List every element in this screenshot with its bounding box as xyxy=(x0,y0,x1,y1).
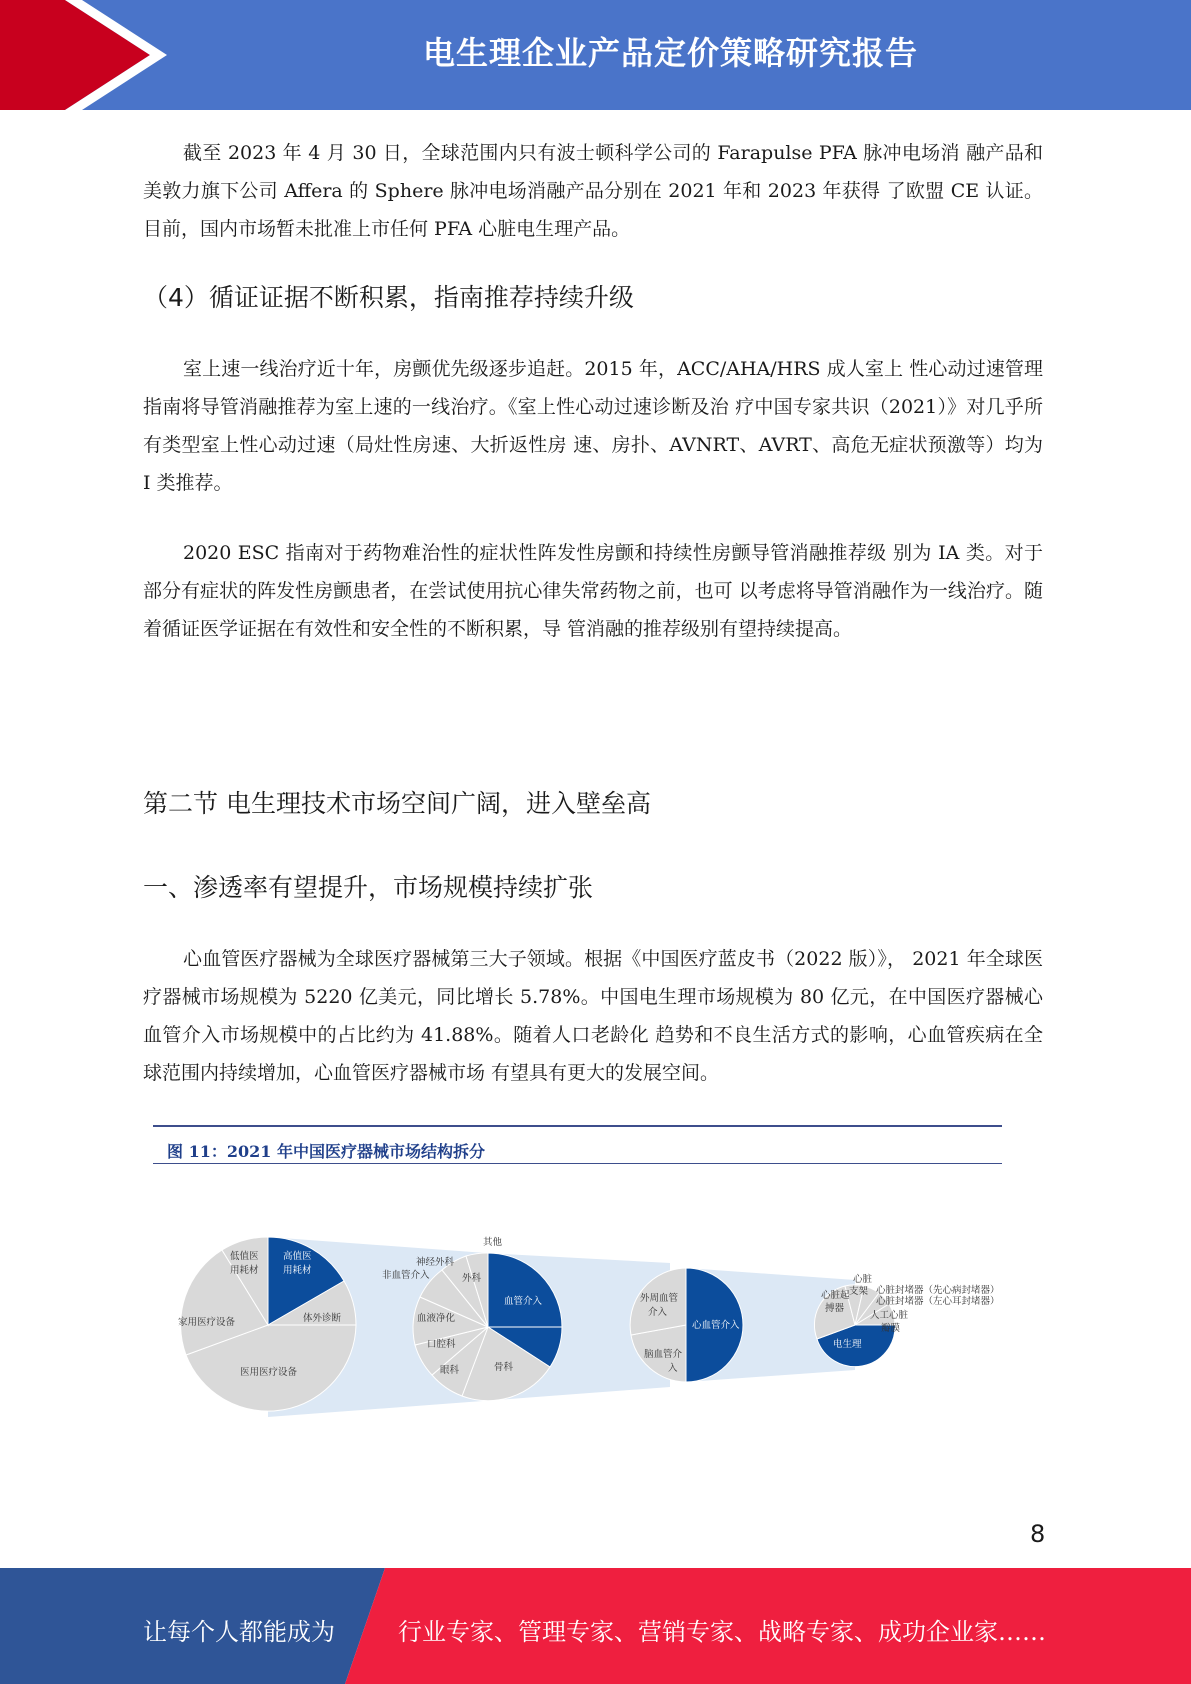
pie4-label-ep: 电生理 xyxy=(833,1339,862,1350)
pie1-label-ivd: 体外诊断 xyxy=(303,1313,342,1324)
pie2-label-eye: 眼科 xyxy=(440,1365,460,1376)
pie4-label-occluder-2: 心脏封堵器（左心耳封堵器） xyxy=(876,1296,1000,1307)
pie1-label-home: 家用医疗设备 xyxy=(178,1317,236,1328)
pie4-label-pacemaker-1: 心脏起 xyxy=(821,1290,850,1301)
page-number: 8 xyxy=(1030,1520,1046,1548)
pie4-label-valve-2: 瓣膜 xyxy=(881,1323,901,1334)
paragraph-pfa-certification: 截至 2023 年 4 月 30 日，全球范围内只有波士顿科学公司的 Farapulse PFA 脉冲电场消 融产品和美敦力旗下公司 Affera 的 Sphere 脉冲电场消融产品分别在 2021 年和 2023 年获得 了欧盟 CE 认证。目前，国内市场暂未批准上市任何 PFA 心脏电生理产品。 xyxy=(143,142,1043,240)
paragraph-market-size: 心血管医疗器械为全球医疗器械第三大子领域。根据《中国医疗蓝皮书（2022 版）》， 2021 年全球医疗器械市场规模为 5220 亿美元，同比增长 5.78%。中国电生理市场规模为 80 亿元，在中国医疗器械心血管介入市场规模中的占比约为 41.88%。随着人口老龄化 趋势和不良生活方式的影响，心血管疾病在全球范围内持续增加，心血管医疗器械市场 有望具有更大的发展空间。 xyxy=(143,948,1043,1084)
pie2-label-nonvascular: 非血管介入 xyxy=(382,1270,430,1281)
pie2-label-ortho: 骨科 xyxy=(494,1362,514,1373)
pie1-label-hospital: 医用医疗设备 xyxy=(240,1367,298,1378)
pie2-label-vascular: 血管介入 xyxy=(504,1296,543,1307)
pie-cardio-intervention xyxy=(814,1273,999,1367)
pie3-label-cardio: 心血管介入 xyxy=(692,1320,740,1331)
pie4-label-stent-2: 支架 xyxy=(849,1286,869,1297)
pie3-label-peripheral-1: 外周血管 xyxy=(640,1293,679,1304)
pie1-label-low-value-2: 用耗材 xyxy=(230,1265,259,1276)
pie2-label-neuro: 神经外科 xyxy=(416,1257,455,1268)
pie3-label-cerebral-2: 入 xyxy=(668,1363,678,1374)
footer-slogan-right: 行业专家、管理专家、营销专家、战略专家、成功企业家…… xyxy=(398,1618,1046,1646)
section-title: 第二节 电生理技术市场空间广阔，进入壁垒高 xyxy=(143,789,651,818)
pie4-label-pacemaker-2: 搏器 xyxy=(825,1303,845,1314)
pie1-label-high-value-1: 高值医 xyxy=(283,1251,312,1262)
pie-medical-device-market xyxy=(178,1237,356,1411)
pie1-label-high-value-2: 用耗材 xyxy=(283,1265,312,1276)
pie2-label-surgery: 外科 xyxy=(462,1273,482,1284)
pie-vascular-intervention xyxy=(630,1268,743,1382)
figure-caption: 图 11：2021 年中国医疗器械市场结构拆分 xyxy=(167,1142,485,1161)
pie3-label-peripheral-2: 介入 xyxy=(648,1307,668,1318)
paragraph-esc-guidelines: 2020 ESC 指南对于药物难治性的症状性阵发性房颤和持续性房颤导管消融推荐级 别为 IA 类。对于部分有症状的阵发性房颤患者，在尝试使用抗心律失常药物之前，也可 以考虑将导管消融作为一线治疗。随着循证医学证据在有效性和安全性的不断积累，导 管消融的推荐级别有望持续提高。 xyxy=(143,542,1043,640)
pie3-label-cerebral-1: 脑血管介 xyxy=(644,1349,683,1360)
footer-slogan-left: 让每个人都能成为 xyxy=(143,1618,335,1646)
subsection-title: 一、渗透率有望提升，市场规模持续扩张 xyxy=(143,873,594,902)
figure-top-rule xyxy=(153,1125,1002,1127)
pie4-label-occluder-1: 心脏封堵器（先心病封堵器） xyxy=(876,1285,1000,1296)
pie2-label-dental: 口腔科 xyxy=(427,1339,456,1350)
market-structure-figure xyxy=(170,1225,1015,1425)
pie4-label-valve-1: 人工心脏 xyxy=(870,1310,909,1321)
page-header xyxy=(0,0,1191,110)
pie1-label-low-value-1: 低值医 xyxy=(230,1251,259,1262)
pie4-label-stent-1: 心脏 xyxy=(853,1274,873,1285)
header-title: 电生理企业产品定价策略研究报告 xyxy=(422,34,918,72)
paragraph-svt-guidelines: 室上速一线治疗近十年，房颤优先级逐步追赶。2015 年，ACC/AHA/HRS 成人室上 性心动过速管理指南将导管消融推荐为室上速的一线治疗。《室上性心动过速诊断及治 疗中国专家共识（2021）》对几乎所有类型室上性心动过速（局灶性房速、大折返性房 速、房扑、AVNRT、AVRT、高危无症状预激等）均为 I 类推荐。 xyxy=(143,358,1043,494)
pie2-label-other: 其他 xyxy=(483,1237,503,1248)
figure-bottom-rule xyxy=(153,1163,1002,1164)
pie2-label-blood: 血液净化 xyxy=(417,1313,456,1324)
subheading-evidence: （4）循证证据不断积累，指南推荐持续升级 xyxy=(143,283,634,312)
